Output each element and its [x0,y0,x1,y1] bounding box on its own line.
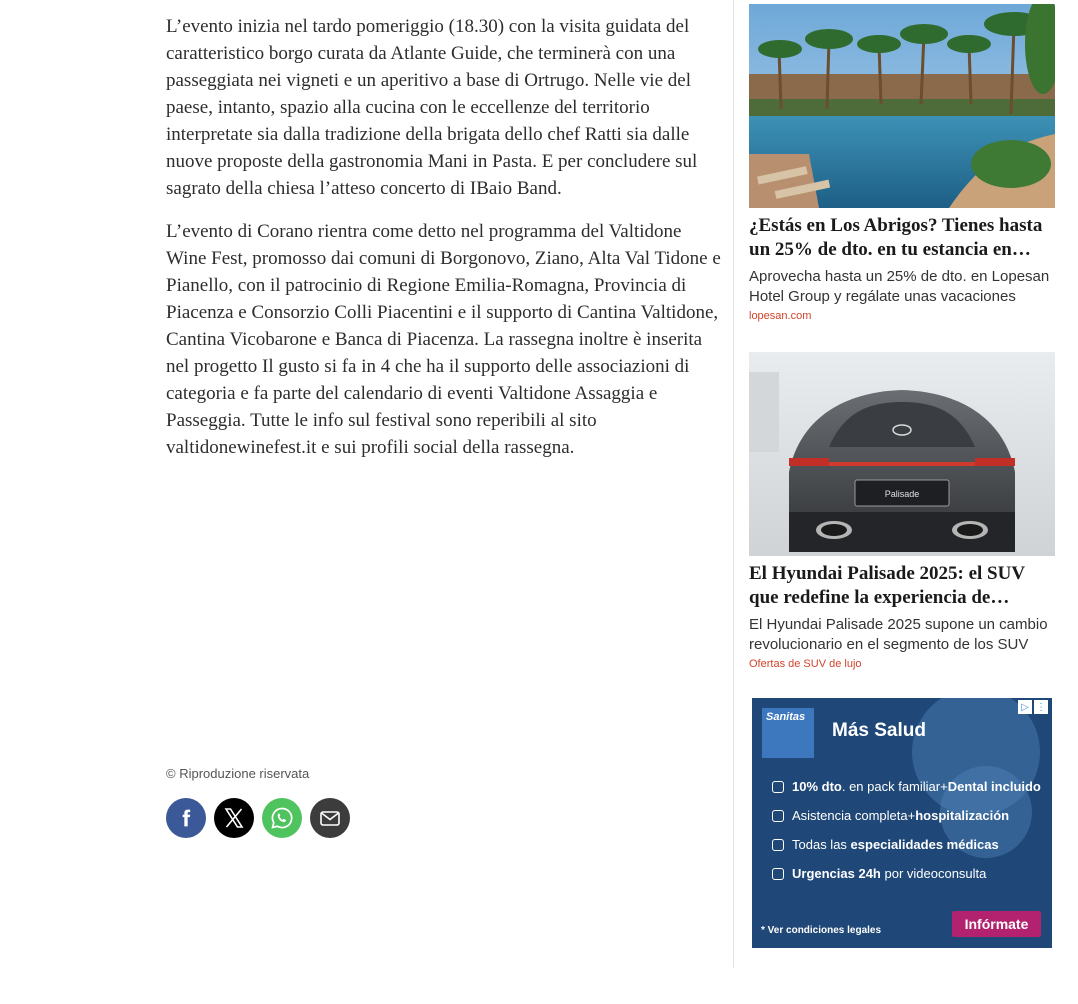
ad-benefit: Todas las especialidades médicas [772,836,1042,853]
article-paragraph: L’evento di Corano rientra come detto nel programma del Valtidone Wine Fest, promosso dai comuni di Borgonovo, Ziano, Alta Val Tidone e Pianello, con il patrocinio di Regione Emilia-Romagna, Provincia di Piacenza e Consorzio Colli Piacentini e il supporto di Cantina Valtidone, Cantina Vicobarone e Banca di Piacenza. La rassegna inoltre è inserita nel progetto Il gusto si fa in 4 che ha il supporto delle associazioni di categoria e fa parte del calendario di eventi Valtidone Assaggia e Passeggia. Tutte le info sul festival sono reperibili al sito valtidonewinefest.it e sui profili social della rassegna. [166,221,721,458]
ad-logo: Sanitas [762,708,814,758]
x-share-button[interactable] [214,798,254,838]
card-title[interactable]: El Hyundai Palisade 2025: el SUV que redefine la experiencia de [749,563,1025,608]
sponsored-card[interactable] [749,4,1055,322]
license-plate-text: Palisade [884,489,920,499]
share-bar [166,798,350,838]
email-icon [318,806,342,830]
adchoices-icon[interactable]: ▷ [1018,700,1032,714]
ad-benefit: Urgencias 24h por videoconsulta [772,865,1042,882]
article-body [166,13,726,477]
copyright-notice: © Riproduzione riservata [166,766,310,781]
card-description: Aprovecha hasta un 25% de dto. en Lopesan Hotel Group y regálate unas vacaciones [749,268,1050,305]
adchoices-badge[interactable] [1018,700,1048,714]
suv-rear-image [749,352,1055,556]
whatsapp-icon [269,805,295,831]
ad-cta-button[interactable]: Infórmate [952,911,1041,937]
article-paragraph: L’evento inizia nel tardo pomeriggio (18.30) con la visita guidata del caratteristico borgo curata da Atlante Guide, che terminerà con una passeggiata nei vigneti e un aperitivo a base di Ortrugo. Nelle vie del paese, intanto, spazio alla cucina con le eccellenze del territorio interpretate sia dalla tradizione della brigata dello chef Ratti sia dalle nuove proposte della gastronomia Mani in Pasta. E per concludere sul sagrato della chiesa l’atteso concerto di IBaio Band. [166,16,698,199]
email-share-button[interactable] [310,798,350,838]
card-source[interactable]: Ofertas de SUV de lujo [749,658,862,670]
x-icon [222,806,246,830]
facebook-icon [176,808,196,828]
card-source[interactable]: lopesan.com [749,310,812,322]
ad-menu-icon[interactable]: ⋮ [1036,701,1046,713]
ad-benefit: Asistencia completa+hospitalización [772,807,1042,824]
display-ad[interactable] [752,698,1052,948]
facebook-share-button[interactable] [166,798,206,838]
whatsapp-share-button[interactable] [262,798,302,838]
card-description: El Hyundai Palisade 2025 supone un cambio revolucionario en el segmento de los SUV [749,616,1048,653]
column-divider [733,0,734,968]
ad-headline: Más Salud [832,720,926,741]
ad-benefits-list [772,778,1042,894]
ad-legal-note[interactable]: * Ver condiciones legales [761,925,882,936]
card-title[interactable]: ¿Estás en Los Abrigos? Tienes hasta un 25% de dto. en tu estancia en [749,215,1043,260]
sponsored-sidebar [749,4,1055,700]
resort-pool-image [749,4,1055,208]
sponsored-card[interactable] [749,352,1055,670]
ad-benefit: 10% dto. en pack familiar+Dental incluido [772,778,1042,795]
